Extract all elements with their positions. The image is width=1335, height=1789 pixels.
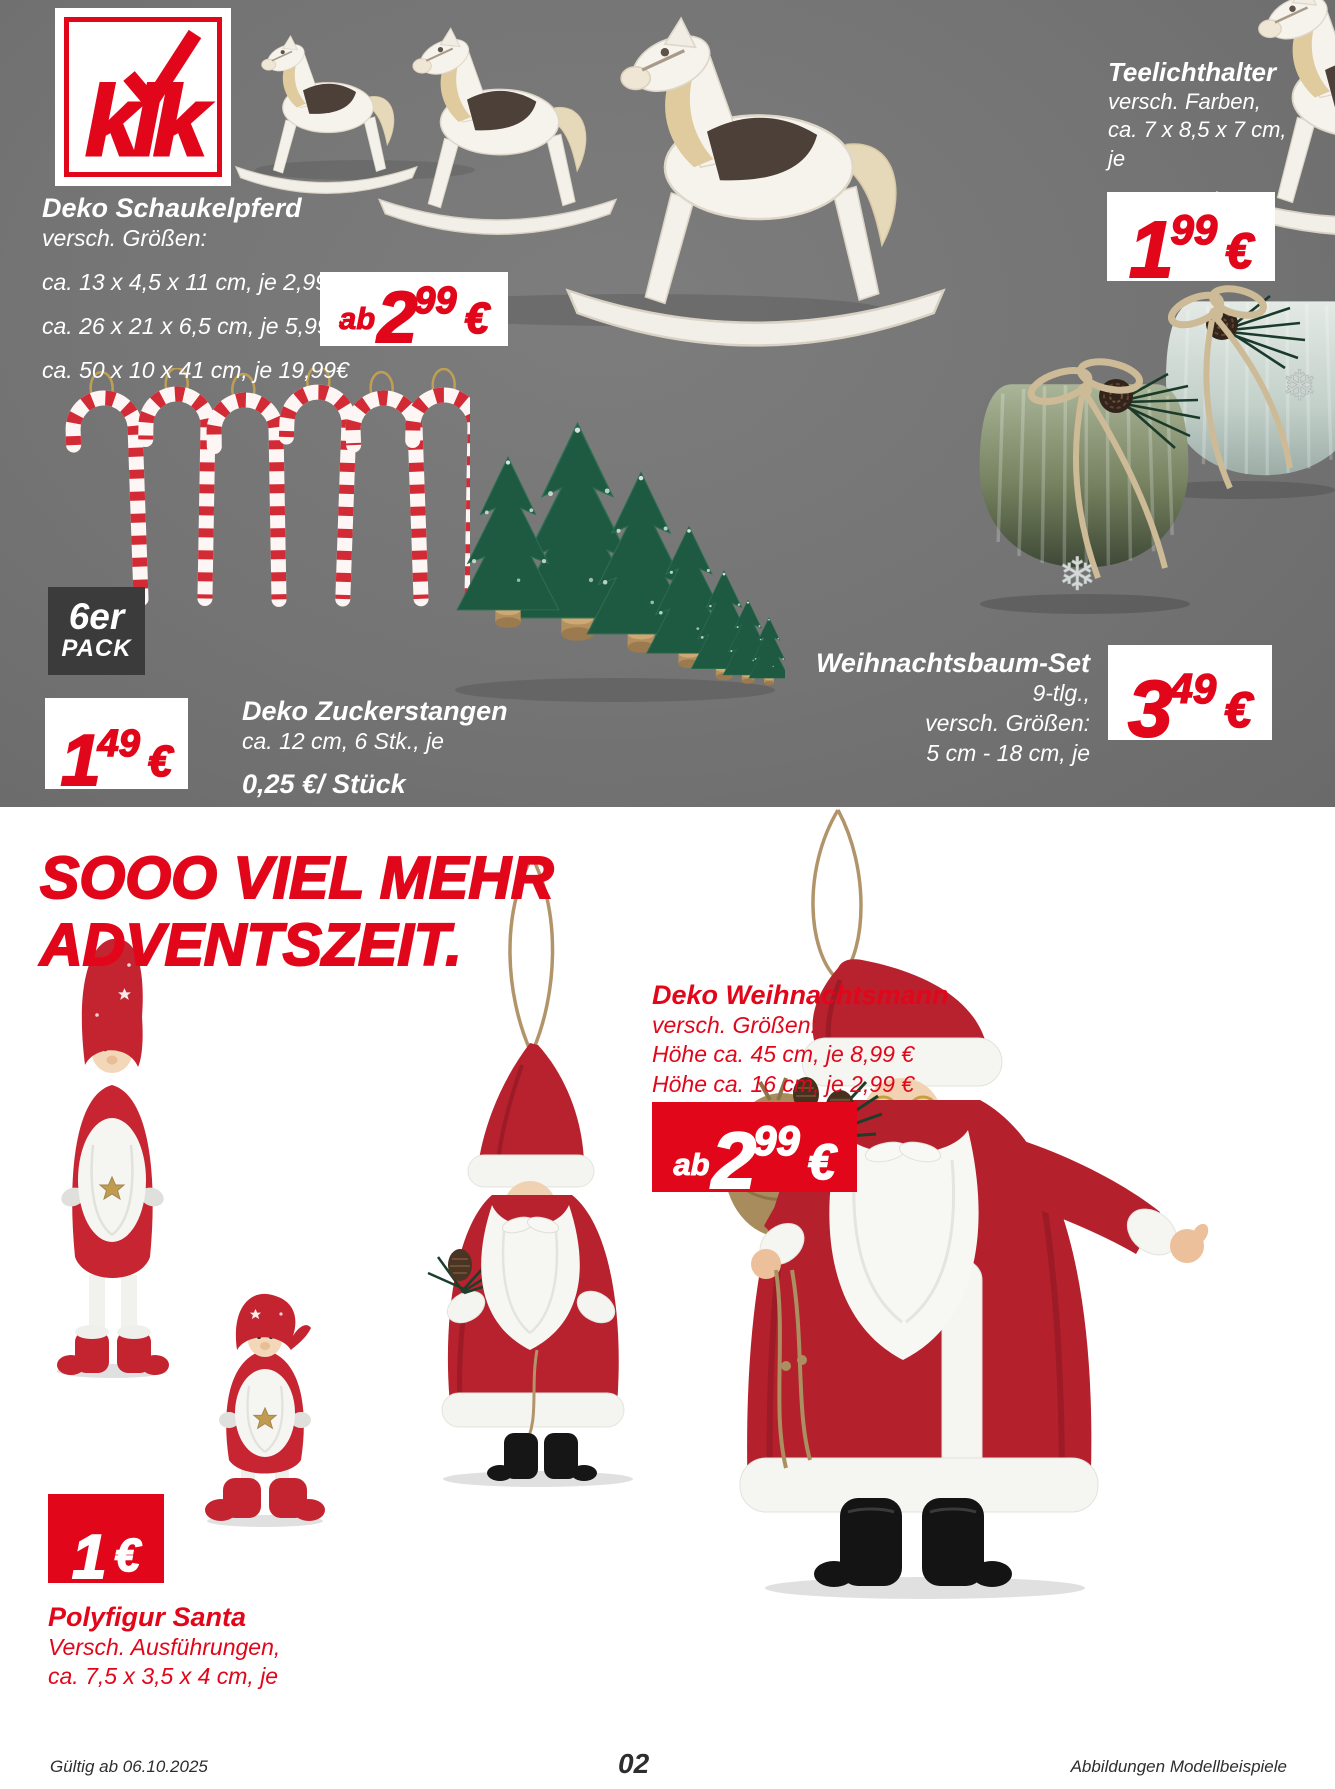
price-cents: 99 (1170, 206, 1218, 253)
product-line: Versch. Ausführungen, (48, 1634, 281, 1661)
price-main: 2 (377, 278, 415, 359)
product-subtitle: versch. Größen: (42, 225, 207, 252)
product-title: Teelichthalter (1108, 57, 1277, 87)
price-badge-weihnachtsmann (652, 1102, 857, 1206)
product-line: Höhe ca. 16 cm, je 2,99 € (652, 1070, 915, 1097)
page-number: 02 (618, 1748, 650, 1779)
product-line: 5 cm - 18 cm, je (926, 739, 1090, 766)
christmas-trees-photo (450, 398, 785, 708)
price-cents: 49 (1169, 665, 1217, 712)
headline-line2: ADVENTSZEIT. (40, 911, 462, 978)
price-main: 1 (71, 1523, 107, 1593)
price-main: 3 (1127, 664, 1170, 754)
product-line: versch. Farben, (1108, 88, 1261, 114)
price-badge-teelichthalter (1107, 192, 1275, 295)
product-schaukelpferd (42, 193, 349, 386)
product-teelichthalter (1108, 58, 1328, 174)
pinecone-icon (1099, 379, 1133, 413)
product-line: Höhe ca. 45 cm, je 8,99 € (652, 1041, 915, 1068)
price-currency: € (1224, 682, 1253, 738)
tealight-holders-photo (930, 268, 1335, 616)
price-main: 1 (60, 721, 98, 802)
kik-logo (55, 8, 231, 186)
santa-figurine-photo (195, 1288, 335, 1528)
product-line: 9-tlg., (1032, 680, 1090, 707)
product-line: ca. 7 x 8,5 x 7 cm, (1108, 117, 1287, 143)
price-prefix: ab (339, 301, 376, 336)
product-title: Weihnachtsbaum-Set (815, 648, 1090, 678)
large-santa-photo (690, 800, 1250, 1605)
product-title: Deko Zuckerstangen (242, 696, 508, 726)
candy-canes-photo (40, 368, 470, 616)
product-line: ca. 7,5 x 3,5 x 4 cm, je (48, 1663, 279, 1690)
price-main: 1 (1128, 205, 1171, 295)
product-line: versch. Größen: (925, 709, 1090, 736)
snowflake-icon: ❄ (1282, 362, 1318, 409)
product-title: Polyfigur Santa (48, 1602, 247, 1632)
product-subtitle: ca. 12 cm, 6 Stk., je (242, 728, 444, 755)
price-cents: 49 (97, 723, 140, 765)
santa-figurine-photo (45, 925, 180, 1380)
pack-badge (48, 587, 145, 675)
price-currency: € (1225, 223, 1254, 279)
price-currency: € (464, 294, 489, 343)
pack-count: 6er (68, 596, 125, 638)
headline-line1: SOOO VIEL MEHR (40, 845, 554, 911)
check-icon (123, 28, 201, 112)
product-line: je (1108, 146, 1126, 172)
validity-date: Gültig ab 06.10.2025 (50, 1757, 208, 1776)
price-badge-polyfigur (48, 1494, 164, 1593)
price-cents: 99 (414, 280, 457, 322)
unit-price: 0,25 €/ Stück (242, 768, 406, 799)
product-line: versch. Größen: (652, 1012, 817, 1039)
pack-word: PACK (61, 635, 132, 663)
price-badge-weihnachtsbaum (1108, 645, 1272, 754)
product-weihnachtsmann (652, 980, 949, 1099)
price-main: 2 (711, 1116, 754, 1206)
campaign-headline (40, 845, 554, 978)
size-option: ca. 50 x 10 x 41 cm, je 19,99€ (42, 356, 349, 383)
price-currency: € (114, 1529, 141, 1581)
product-zuckerstangen (242, 696, 508, 802)
candy-cane (71, 368, 470, 601)
product-title: Deko Weihnachtsmann (652, 980, 949, 1010)
snowflake-icon: ❄ (1058, 548, 1097, 600)
product-polyfigur (48, 1602, 280, 1692)
kik-logo-text: kik (85, 66, 201, 176)
pinecone-icon (448, 1249, 472, 1281)
product-title: Deko Schaukelpferd (42, 193, 302, 223)
price-currency: € (147, 737, 173, 786)
footer-disclaimer: Abbildungen Modellbeispiele (1070, 1757, 1287, 1776)
size-option: ca. 26 x 21 x 6,5 cm, je 5,99€ (42, 312, 343, 339)
boots (205, 1478, 325, 1521)
price-prefix: ab (673, 1147, 710, 1182)
price-currency: € (807, 1134, 836, 1190)
size-option: ca. 13 x 4,5 x 11 cm, je 2,99€ (42, 268, 341, 295)
product-weihnachtsbaum-set (816, 648, 1090, 769)
price-badge-zuckerstangen (45, 698, 188, 802)
price-cents: 99 (753, 1117, 800, 1164)
